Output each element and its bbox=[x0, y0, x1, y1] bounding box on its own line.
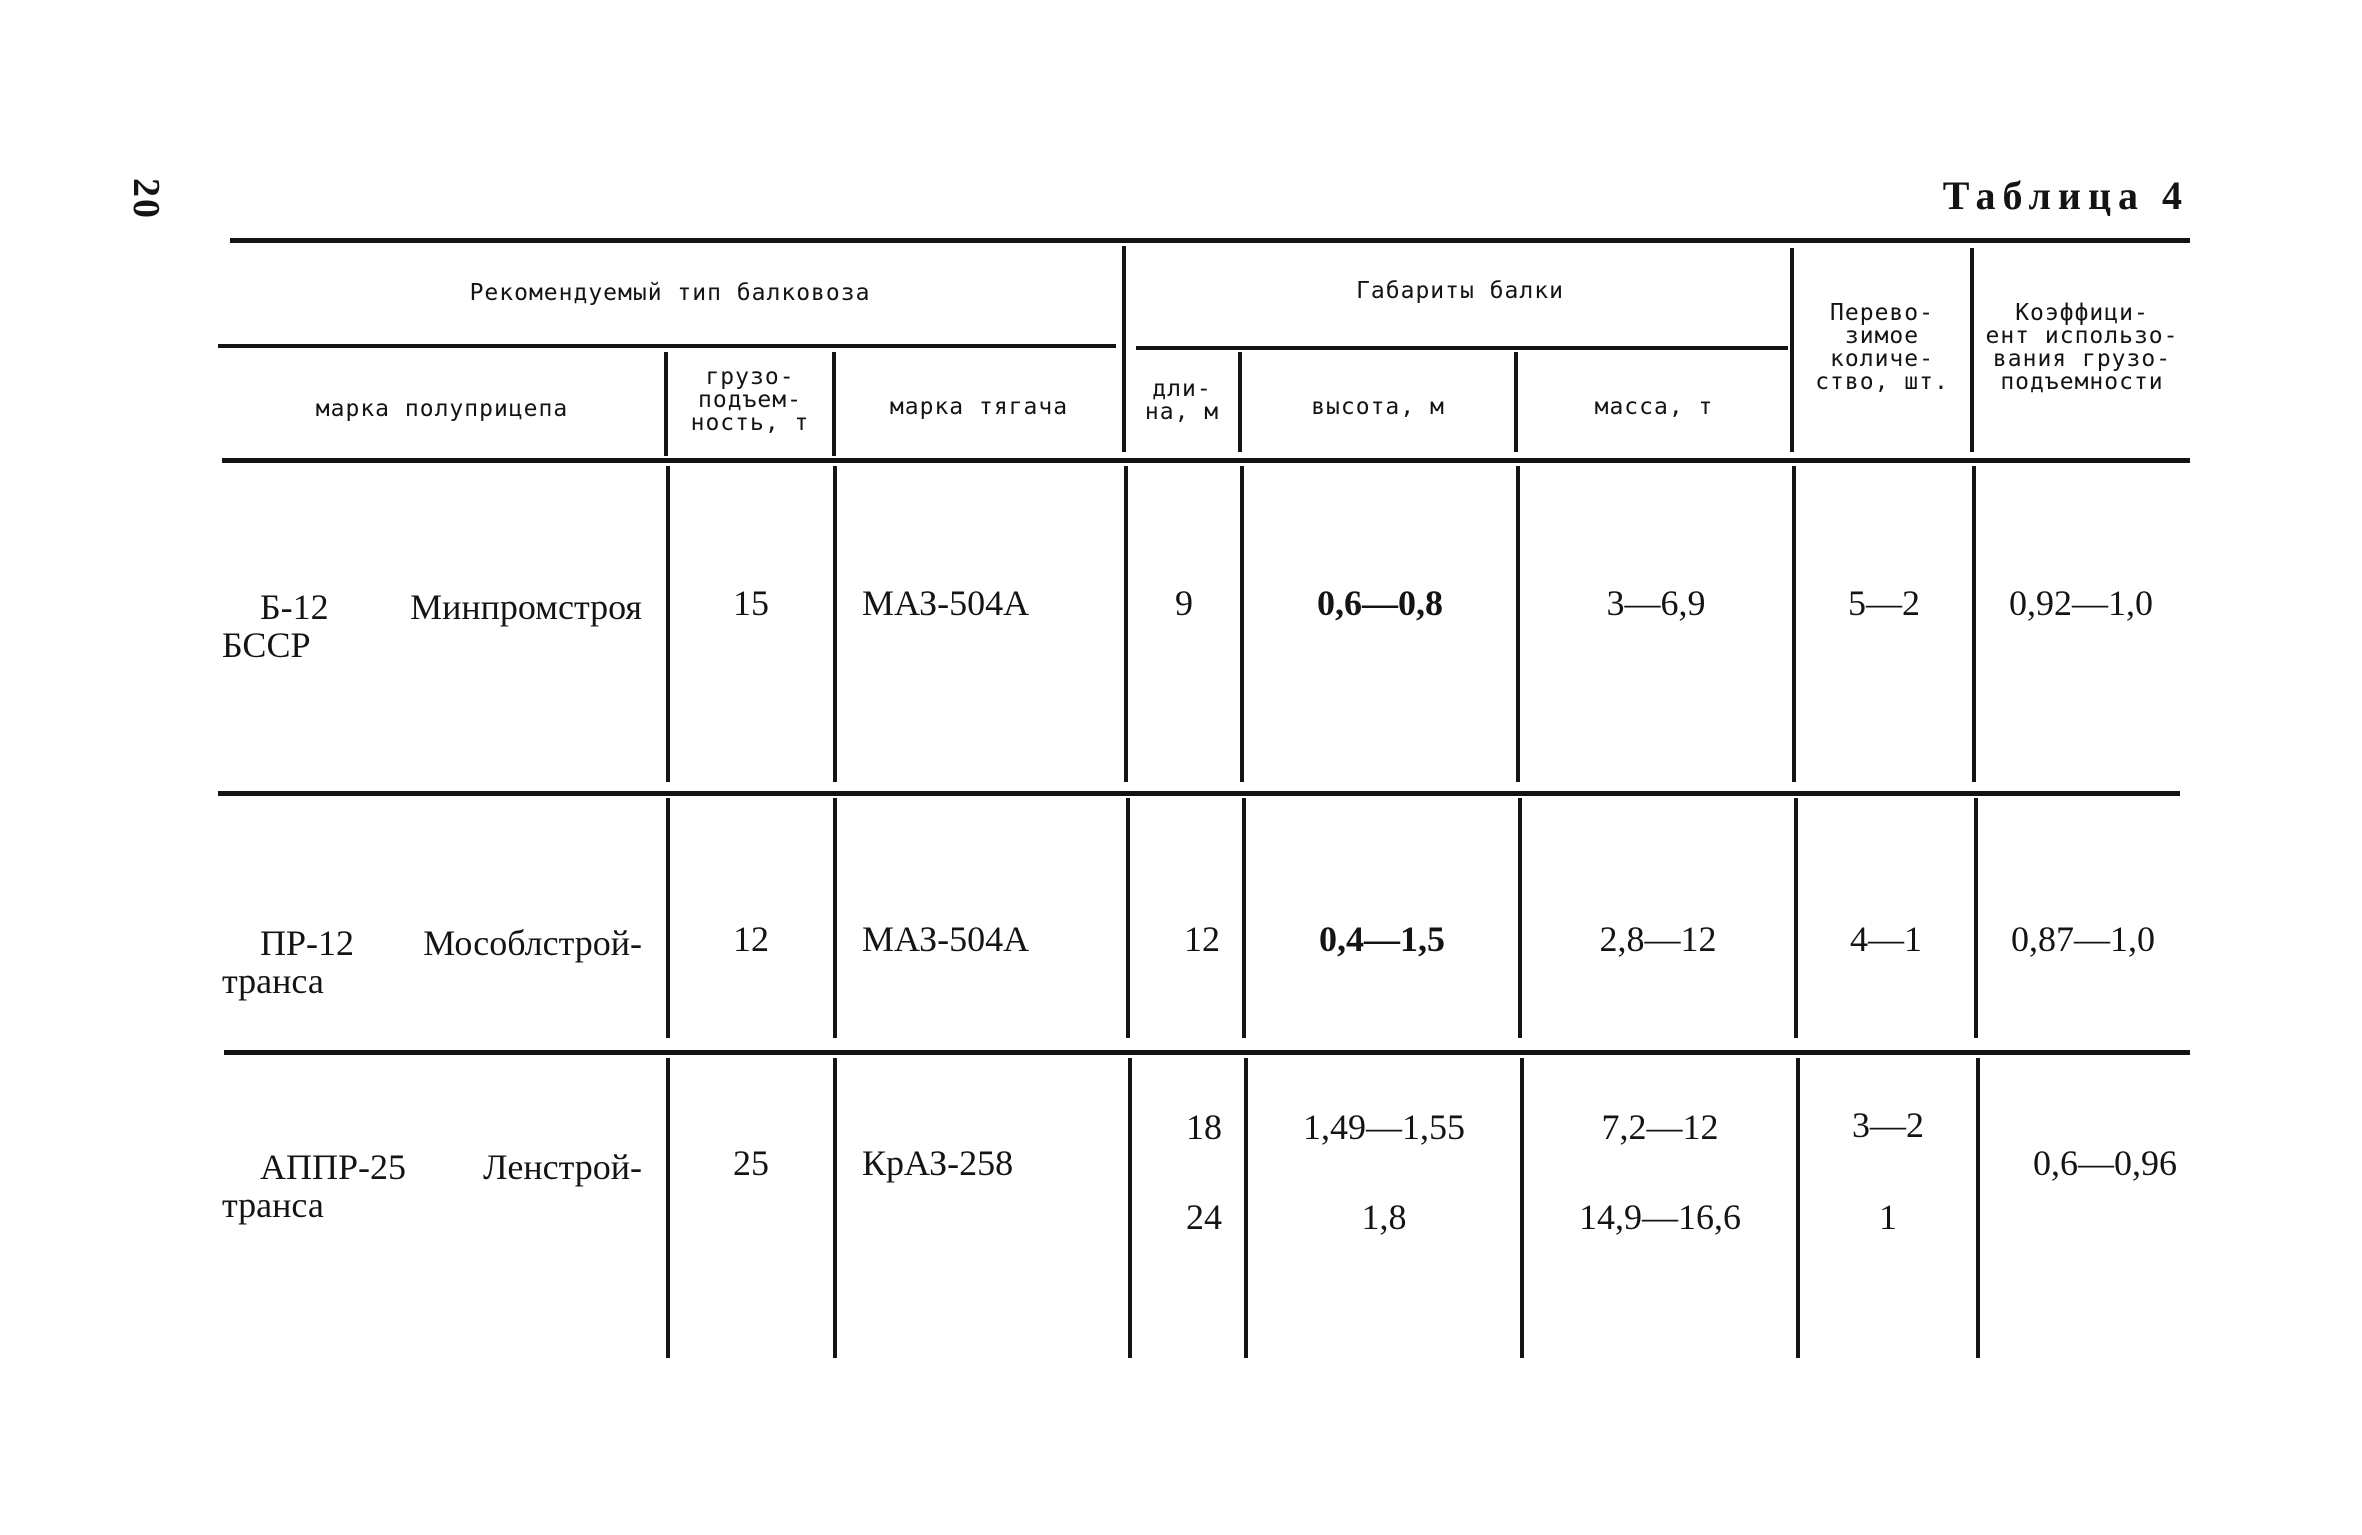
row3-vline bbox=[666, 1058, 670, 1358]
header-length: дли- на, м bbox=[1144, 376, 1220, 425]
row1-quantity: 5—2 bbox=[1848, 583, 1920, 623]
page-number: 20 bbox=[125, 178, 167, 220]
row2-height: 0,4—1,5 bbox=[1319, 919, 1445, 959]
row2-vline bbox=[1242, 798, 1246, 1038]
row1-vline bbox=[1792, 466, 1796, 782]
row3-quantity-1: 3—2 bbox=[1852, 1105, 1924, 1145]
table-title: Таблица 4 bbox=[1942, 173, 2189, 218]
row2-vline bbox=[666, 798, 670, 1038]
row2-vline bbox=[1794, 798, 1798, 1038]
header-capacity: грузо- подъем- ность, т bbox=[690, 364, 810, 436]
table-top-rule bbox=[230, 238, 2190, 243]
row3-coefficient: 0,6—0,96 bbox=[2033, 1143, 2177, 1183]
header-tractor: марка тягача bbox=[889, 394, 1069, 420]
row1-vline bbox=[666, 466, 670, 782]
row1-semitrailer-code: Б-12 bbox=[260, 587, 329, 627]
row-separator-1 bbox=[218, 791, 2180, 796]
row3-vline bbox=[1128, 1058, 1132, 1358]
row3-length-2: 24 bbox=[1186, 1197, 1222, 1237]
row2-vline bbox=[1126, 798, 1130, 1038]
header-semitrailer: марка полуприцепа bbox=[315, 396, 569, 422]
row3-semitrailer bbox=[222, 1148, 642, 1224]
row1-length: 9 bbox=[1175, 583, 1193, 623]
header-mass: масса, т bbox=[1594, 394, 1714, 420]
row3-capacity: 25 bbox=[733, 1143, 769, 1183]
row3-mass-1: 7,2—12 bbox=[1601, 1107, 1719, 1147]
row1-mass: 3—6,9 bbox=[1606, 583, 1706, 623]
row2-semitrailer-org-cont: транса bbox=[222, 961, 324, 1001]
row1-capacity: 15 bbox=[733, 583, 769, 623]
row2-mass: 2,8—12 bbox=[1599, 919, 1717, 959]
row2-tractor: МАЗ-504А bbox=[862, 919, 1030, 959]
row1-semitrailer-org-cont: БССР bbox=[222, 625, 311, 665]
row1-semitrailer bbox=[222, 588, 642, 664]
row2-vline bbox=[1974, 798, 1978, 1038]
row2-semitrailer-org: Мособлстрой- bbox=[423, 923, 642, 963]
header-group-vehicle: Рекомендуемый тип балковоза bbox=[469, 280, 871, 306]
row3-vline bbox=[833, 1058, 837, 1358]
row2-coefficient: 0,87—1,0 bbox=[2011, 919, 2155, 959]
header-group-rule-left bbox=[218, 344, 1116, 348]
row3-mass-2: 14,9—16,6 bbox=[1579, 1197, 1741, 1237]
row1-vline bbox=[1240, 466, 1244, 782]
row3-semitrailer-org-cont: транса bbox=[222, 1185, 324, 1225]
row1-vline bbox=[1972, 466, 1976, 782]
row2-semitrailer bbox=[222, 924, 642, 1000]
header-group-rule-right bbox=[1136, 346, 1788, 350]
row1-height: 0,6—0,8 bbox=[1317, 583, 1443, 623]
row1-semitrailer-org: Минпромстроя bbox=[410, 587, 642, 627]
row3-height-1: 1,49—1,55 bbox=[1303, 1107, 1465, 1147]
header-coefficient: Коэффици- ент использо- вания грузо- подъемности bbox=[1985, 300, 2179, 395]
row2-capacity: 12 bbox=[733, 919, 769, 959]
row1-coefficient: 0,92—1,0 bbox=[2009, 583, 2153, 623]
row3-height-2: 1,8 bbox=[1361, 1197, 1407, 1237]
row3-tractor: КрАЗ-258 bbox=[862, 1143, 1014, 1183]
row3-semitrailer-org: Ленстрой- bbox=[483, 1147, 642, 1187]
row3-semitrailer-code: АППР-25 bbox=[260, 1147, 407, 1187]
row1-vline bbox=[1124, 466, 1128, 782]
row2-semitrailer-code: ПР-12 bbox=[260, 923, 355, 963]
row1-vline bbox=[833, 466, 837, 782]
row3-vline bbox=[1976, 1058, 1980, 1358]
row1-vline bbox=[1516, 466, 1520, 782]
row3-length-1: 18 bbox=[1186, 1107, 1222, 1147]
header-group-beam: Габариты балки bbox=[1356, 278, 1564, 304]
row2-length: 12 bbox=[1184, 919, 1220, 959]
row2-vline bbox=[1518, 798, 1522, 1038]
row2-quantity: 4—1 bbox=[1850, 919, 1922, 959]
row1-tractor: МАЗ-504А bbox=[862, 583, 1030, 623]
row2-vline bbox=[833, 798, 837, 1038]
header-height: высота, м bbox=[1311, 394, 1445, 420]
row-separator-2 bbox=[224, 1050, 2190, 1055]
header-quantity: Перево- зимое количе- ство, шт. bbox=[1815, 300, 1949, 395]
row3-quantity-2: 1 bbox=[1879, 1197, 1897, 1237]
header-bottom-rule bbox=[222, 458, 2190, 463]
